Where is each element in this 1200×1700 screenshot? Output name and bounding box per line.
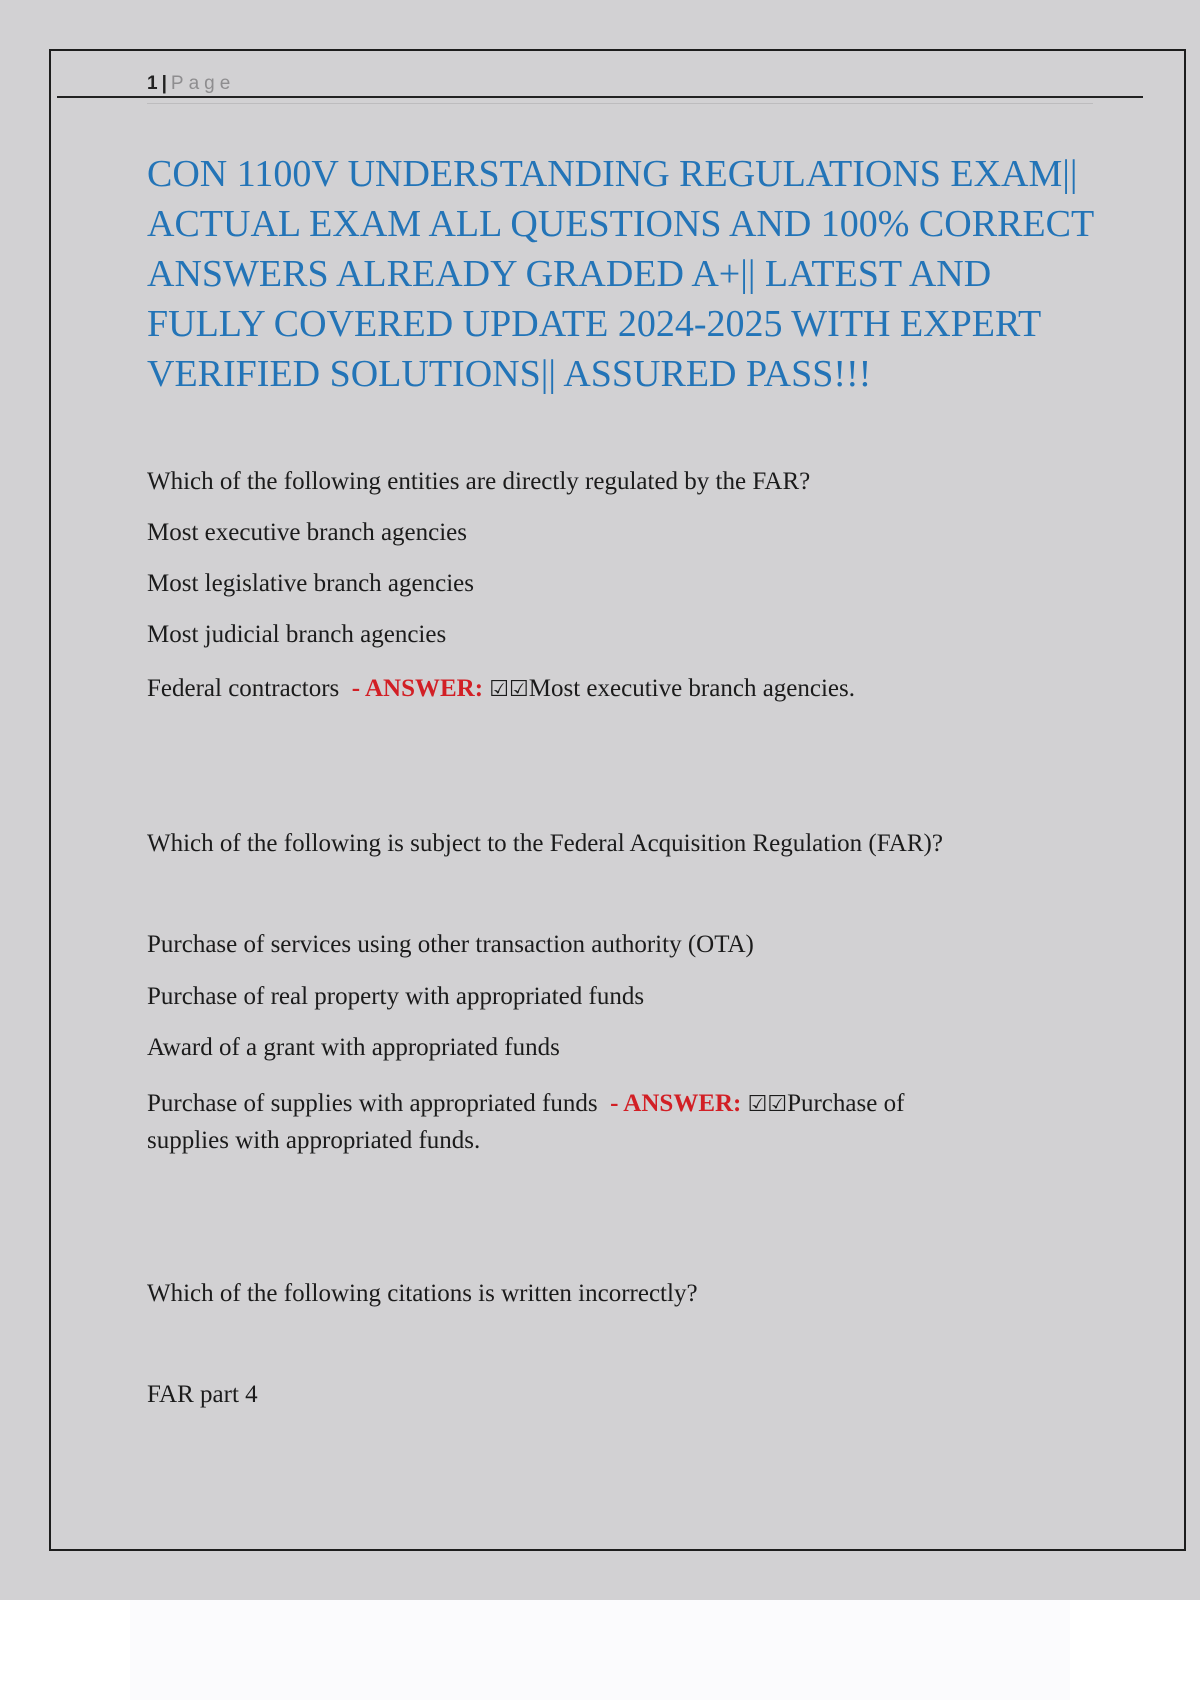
q1-option-3: Most judicial branch agencies	[147, 621, 447, 648]
document-page	[49, 49, 1186, 1551]
checkbox-icon: ☑☑	[489, 677, 529, 702]
q2-answer-text-1: Purchase of	[787, 1090, 905, 1117]
page-header	[147, 73, 1093, 104]
page-number: 1	[147, 73, 158, 94]
q2-answer-text-2: supplies with appropriated funds.	[147, 1127, 481, 1154]
q3-option-1: FAR part 4	[147, 1381, 258, 1408]
q1-option-2: Most legislative branch agencies	[147, 570, 474, 597]
q2-option-3: Award of a grant with appropriated funds	[147, 1034, 560, 1061]
page-word: Page	[170, 73, 236, 94]
q2-question: Which of the following is subject to the Federal Acquisition Regulation (FAR)?	[147, 830, 943, 857]
q1-answer-line	[147, 670, 855, 708]
page-divider	[57, 96, 1143, 98]
q2-answer-line	[147, 1085, 904, 1123]
q1-option-1: Most executive branch agencies	[147, 519, 468, 546]
next-page-preview	[130, 1600, 1070, 1700]
q2-option-2: Purchase of real property with appropriated funds	[147, 983, 645, 1010]
q1-answer-text: Most executive branch agencies.	[528, 675, 856, 702]
q1-last-option: Federal contractors	[147, 675, 340, 702]
q2-option-1: Purchase of services using other transaction authority (OTA)	[147, 931, 754, 958]
q2-last-option: Purchase of supplies with appropriated funds	[147, 1090, 598, 1117]
q1-answer-label: - ANSWER:	[351, 675, 484, 702]
q1-question: Which of the following entities are directly regulated by the FAR?	[147, 468, 811, 495]
document-title: CON 1100V UNDERSTANDING REGULATIONS EXAM|| ACTUAL EXAM ALL QUESTIONS AND 100% CORRECT ANSWERS ALREADY GRADED A+|| LATEST AND FULLY COVERED UPDATE 2024-2025 WITH EXPERT VERIFIED SOLUTIONS|| ASSURED PASS!!!	[147, 153, 1094, 395]
header-separator: |	[161, 73, 167, 94]
next-page-area	[0, 1600, 1200, 1700]
q3-question: Which of the following citations is written incorrectly?	[147, 1280, 698, 1307]
q2-answer-label: - ANSWER:	[610, 1090, 742, 1117]
checkbox-icon: ☑☑	[747, 1092, 788, 1117]
